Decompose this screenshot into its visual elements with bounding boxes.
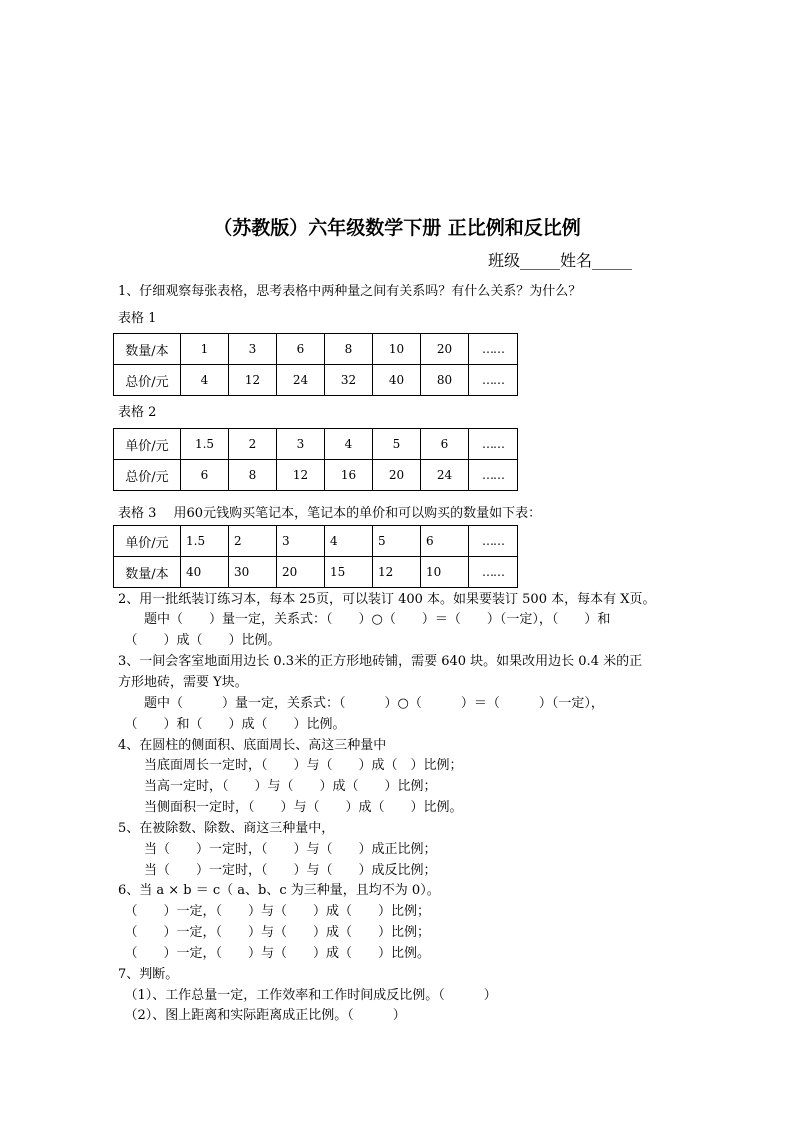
question-line: （2）、图上距离和实际距离成正比例。（ ） (118, 1008, 406, 1023)
question-line: 当（ ）一定时，（ ）与（ ）成正比例； (118, 842, 437, 857)
table-1 (113, 333, 518, 396)
table-header-cell: 单价/元 (114, 429, 181, 460)
table-header-cell: 单价/元 (114, 526, 181, 557)
table-row (114, 365, 518, 396)
table-cell: 32 (325, 365, 373, 396)
table-cell: 10 (421, 557, 469, 588)
table-header-cell: 总价/元 (114, 460, 181, 491)
table-cell: 1.5 (181, 429, 229, 460)
table-cell: 15 (325, 557, 373, 588)
question-line: 方形地砖，需要 Y块。 (118, 675, 248, 690)
table-cell: …… (469, 334, 518, 365)
table-cell: …… (469, 557, 518, 588)
table-cell: 12 (373, 557, 421, 588)
table-cell: 6 (421, 429, 469, 460)
table-cell: 4 (325, 526, 373, 557)
question-line: 当侧面积一定时，（ ）与（ ）成（ ）比例。 (118, 800, 463, 815)
table-3 (113, 525, 518, 588)
question-line: 6、当 a × b ＝ c（ a、b、c 为三种量，且均不为 0）。 (118, 883, 440, 898)
question-line: （ ）和（ ）成（ ）比例。 (118, 717, 346, 732)
table-cell: 6 (277, 334, 325, 365)
table-cell: 20 (277, 557, 325, 588)
table-cell: 3 (229, 334, 277, 365)
table-cell: 30 (229, 557, 277, 588)
table-cell: …… (469, 429, 518, 460)
question-line: 7、判断。 (118, 967, 179, 982)
table-cell: 4 (325, 429, 373, 460)
table-row (114, 429, 518, 460)
table-cell: …… (469, 460, 518, 491)
table-row (114, 557, 518, 588)
table-cell: 2 (229, 429, 277, 460)
table-cell: …… (469, 365, 518, 396)
question-line: 题中（ ）量一定，关系式：（ ）○（ ）＝（ ）（一定），（ ）和 (118, 612, 611, 627)
question-line: 2、用一批纸装订练习本，每本 25页，可以装订 400 本。如果要装订 500 本，每本有 X页。 (118, 592, 656, 607)
table-cell: 6 (421, 526, 469, 557)
question-line: （ ）一定，（ ）与（ ）成（ ）比例； (118, 925, 431, 940)
question-line: 3、一间会客室地面用边长 0.3米的正方形地砖铺，需要 640 块。如果改用边长 0.4 米的正 (118, 654, 643, 669)
page-title: （苏教版）六年级数学下册 正比例和反比例 (213, 217, 581, 239)
question-line: 当高一定时，（ ）与（ ）成（ ）比例； (118, 779, 437, 794)
question-line: 当（ ）一定时，（ ）与（ ）成反比例； (118, 863, 437, 878)
question-line: 题中（ ）量一定，关系式：（ ）○（ ）＝（ ）（一定）， (118, 696, 604, 711)
question-line: （1）、工作总量一定，工作效率和工作时间成反比例。（ ） (118, 988, 497, 1003)
question-line: （ ）成（ ）比例。 (118, 633, 281, 648)
table-cell: 24 (421, 460, 469, 491)
table-cell: 24 (277, 365, 325, 396)
table-cell: 80 (421, 365, 469, 396)
question-line: （ ）一定，（ ）与（ ）成（ ）比例； (118, 904, 431, 919)
table-cell: 1.5 (181, 526, 229, 557)
table-cell: 20 (373, 460, 421, 491)
table-cell: 20 (421, 334, 469, 365)
table-cell: 5 (373, 526, 421, 557)
table-cell: 40 (373, 365, 421, 396)
table-row (114, 334, 518, 365)
question-1: 1、仔细观察每张表格，思考表格中两种量之间有关系吗？有什么关系？为什么？ (118, 284, 582, 299)
table-cell: 2 (229, 526, 277, 557)
table-2-label: 表格 2 (118, 405, 157, 420)
table-cell: 10 (373, 334, 421, 365)
table-header-cell: 总价/元 (114, 365, 181, 396)
table-cell: 40 (181, 557, 229, 588)
question-line: （ ）一定，（ ）与（ ）成（ ）比例。 (118, 946, 431, 961)
table-cell: 6 (181, 460, 229, 491)
table-cell: 4 (181, 365, 229, 396)
table-cell: 8 (229, 460, 277, 491)
table-cell: 12 (229, 365, 277, 396)
table-cell: …… (469, 526, 518, 557)
table-cell: 5 (373, 429, 421, 460)
table-header-cell: 数量/本 (114, 334, 181, 365)
table-cell: 3 (277, 429, 325, 460)
table-1-label: 表格 1 (118, 311, 157, 326)
table-3-label: 表格 3 用60元钱购买笔记本，笔记本的单价和可以购买的数量如下表： (118, 506, 542, 521)
question-line: 当底面周长一定时，（ ）与（ ）成（ ）比例； (118, 758, 463, 773)
table-row (114, 460, 518, 491)
question-line: 5、在被除数、除数、商这三种量中， (118, 821, 335, 836)
table-cell: 1 (181, 334, 229, 365)
table-cell: 16 (325, 460, 373, 491)
table-cell: 3 (277, 526, 325, 557)
question-line: 4、在圆柱的侧面积、底面周长、高这三种量中 (118, 738, 387, 753)
table-cell: 8 (325, 334, 373, 365)
class-name-line: 班级_____姓名_____ (488, 251, 633, 270)
table-cell: 12 (277, 460, 325, 491)
table-2 (113, 428, 518, 491)
table-header-cell: 数量/本 (114, 557, 181, 588)
table-row (114, 526, 518, 557)
